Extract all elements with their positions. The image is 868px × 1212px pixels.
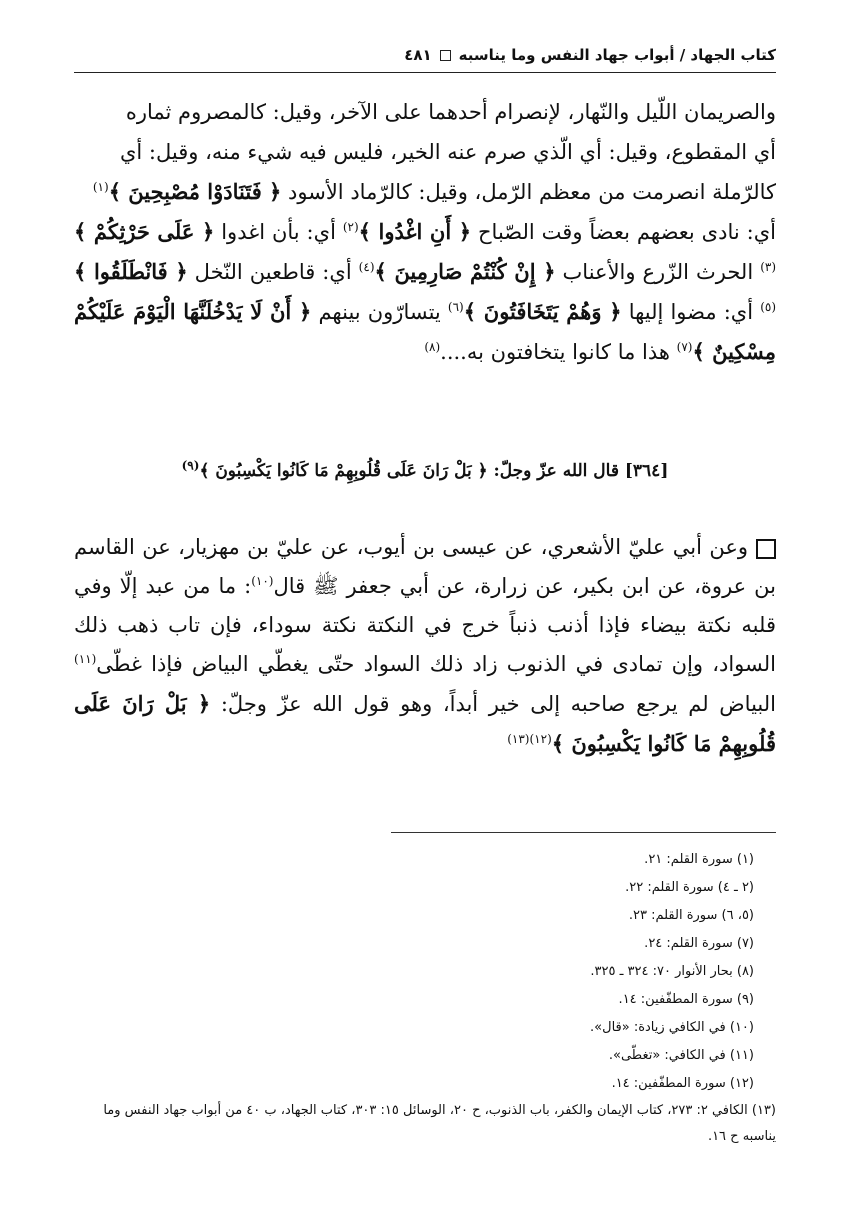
footnote-marker: (٥)	[760, 300, 777, 314]
footnote-marker: (٧)	[676, 340, 693, 354]
footnote-marker: (٤)	[358, 260, 375, 274]
text-run: أي المقطوع، وقيل: أي الّذي صرم عنه الخير، فليس فيه شيء منه، وقيل: أي	[119, 140, 776, 164]
section-intro: قال الله عزّ وجلّ:	[493, 461, 619, 481]
footnote: (١٠) في الكافي زيادة: «قال».	[590, 1020, 754, 1035]
footnote-marker: (٨)	[424, 340, 441, 354]
footnote-marker: (١)	[92, 180, 109, 194]
quran-quote: ﴿ فَانْطَلَقُوا ﴾	[74, 259, 188, 284]
text-run: والصريمان اللّيل والنّهار، لإنصرام أحدهما على الآخر، وقيل: كالمصروم ثماره	[125, 100, 776, 124]
hadith-text	[74, 528, 776, 764]
commentary-text	[74, 92, 776, 372]
square-ornament-icon	[440, 50, 451, 61]
footnote-marker: (١٠)	[251, 574, 274, 588]
text-run: أي: قاطعين النّخل	[194, 260, 352, 284]
footnote: (٩) سورة المطفّفين: ١٤.	[618, 992, 754, 1007]
section-heading	[74, 460, 776, 481]
page	[74, 0, 776, 1212]
commentary-line	[74, 92, 776, 132]
quran-quote: ﴿ أَنِ اغْدُوا ﴾	[358, 219, 472, 244]
text-run: أي: نادى بعضهم بعضاً وقت الصّباح	[478, 220, 776, 244]
text-run: البياض لم يرجع صاحبه إلى خير أبداً، وهو قول الله عزّ وجلّ:	[220, 692, 776, 716]
footnote-marker: (١٣)	[507, 732, 530, 746]
hollow-square-bullet-icon	[756, 539, 776, 559]
quran-quote: ﴿ عَلَى حَرْثِكُمْ ﴾	[74, 219, 215, 244]
text-run: كالرّملة انصرمت من معظم الرّمل، وقيل: كالرّماد الأسود	[288, 180, 776, 204]
footnote-marker: (١٢)	[529, 732, 552, 746]
section-number: [٣٦٤]	[624, 461, 669, 481]
footnote: (٧) سورة القلم: ٢٤.	[644, 936, 754, 951]
header-title-group	[404, 46, 776, 64]
footnote-marker: (١١)	[74, 652, 97, 666]
footnote: (٥، ٦) سورة القلم: ٢٣.	[628, 908, 754, 923]
running-header	[74, 38, 776, 73]
footnote: (٢ ـ ٤) سورة القلم: ٢٢.	[625, 880, 754, 895]
footnote: (٨) بحار الأنوار ٧٠: ٣٢٤ ـ ٣٢٥.	[590, 964, 754, 979]
quran-quote: ﴿ فَتَنَادَوْا مُصْبِحِينَ ﴾	[108, 179, 282, 204]
footnote: (١٢) سورة المطفّفين: ١٤.	[611, 1076, 754, 1091]
footnote-marker: (٦)	[447, 300, 464, 314]
footnote-marker: (٩)	[181, 458, 200, 473]
quran-quote: ﴿ إِنْ كُنْتُمْ صَارِمِينَ ﴾	[374, 259, 556, 284]
commentary-line	[74, 172, 776, 212]
text-run: يتسارّون بينهم	[318, 300, 441, 324]
footnote-separator	[391, 832, 776, 833]
footnote-marker: (٢)	[342, 220, 359, 234]
commentary-line	[74, 132, 776, 172]
text-run: أي: مضوا إليها	[628, 300, 754, 324]
footnote: (١٣) الكافي ٢: ٢٧٣، كتاب الإيمان والكفر، باب الذنوب، ح ٢٠، الوسائل ١٥: ٣٠٣، كتاب الجهاد، ب ٤٠ من أبواب جهاد النفس وما يناسبه ح ١٦.	[103, 1103, 776, 1144]
quran-quote: ﴿ وَهُمْ يَتَخَافَتُونَ ﴾	[463, 299, 622, 324]
quran-quote: ﴿ أَنْ لَا يَدْخُلَنَّهَا الْيَوْمَ عَلَيْكُمْ مِسْكِينٌ ﴾	[74, 299, 776, 364]
hadith-paragraph	[74, 528, 776, 764]
quran-quote: ﴿ بَلْ رَانَ عَلَى قُلُوبِهِمْ مَا كَانُوا يَكْسِبُونَ ﴾	[74, 691, 776, 756]
footnote: (١) سورة القلم: ٢١.	[644, 852, 754, 867]
text-run: هذا ما كانوا يتخافتون به....	[440, 340, 670, 364]
quran-quote: ﴿ بَلْ رَانَ عَلَى قُلُوبِهِمْ مَا كَانُوا يَكْسِبُونَ ﴾	[199, 461, 488, 481]
text-run: : ما من عبد إلّا وفي قلبه نكتة بيضاء فإذا أذنب ذنباً خرج في النكتة نكتة سوداء، فإن تاب ذهب ذلك السواد، وإن تمادى في الذنوب زاد ذلك السواد حتّى يغطّي البياض فإذا غطّى	[74, 574, 776, 676]
text-run: أي: بأن اغدوا	[221, 220, 336, 244]
footnotes	[74, 846, 776, 1150]
commentary-line	[74, 212, 776, 372]
text-run: وعن أبي عليّ الأشعري، عن عيسى بن أيوب، عن عليّ بن مهزيار، عن القاسم بن عروة، عن ابن بكير، عن زرارة، عن أبي جعفر ﷺ قال	[74, 535, 776, 598]
text-run: الحرث الزّرع والأعناب	[562, 260, 754, 284]
running-title: كتاب الجهاد / أبواب جهاد النفس وما يناسبه	[458, 46, 776, 64]
footnote: (١١) في الكافي: «تغطّى».	[608, 1048, 754, 1063]
footnote-marker: (٣)	[760, 260, 777, 274]
page-number: ٤٨١	[404, 46, 432, 64]
